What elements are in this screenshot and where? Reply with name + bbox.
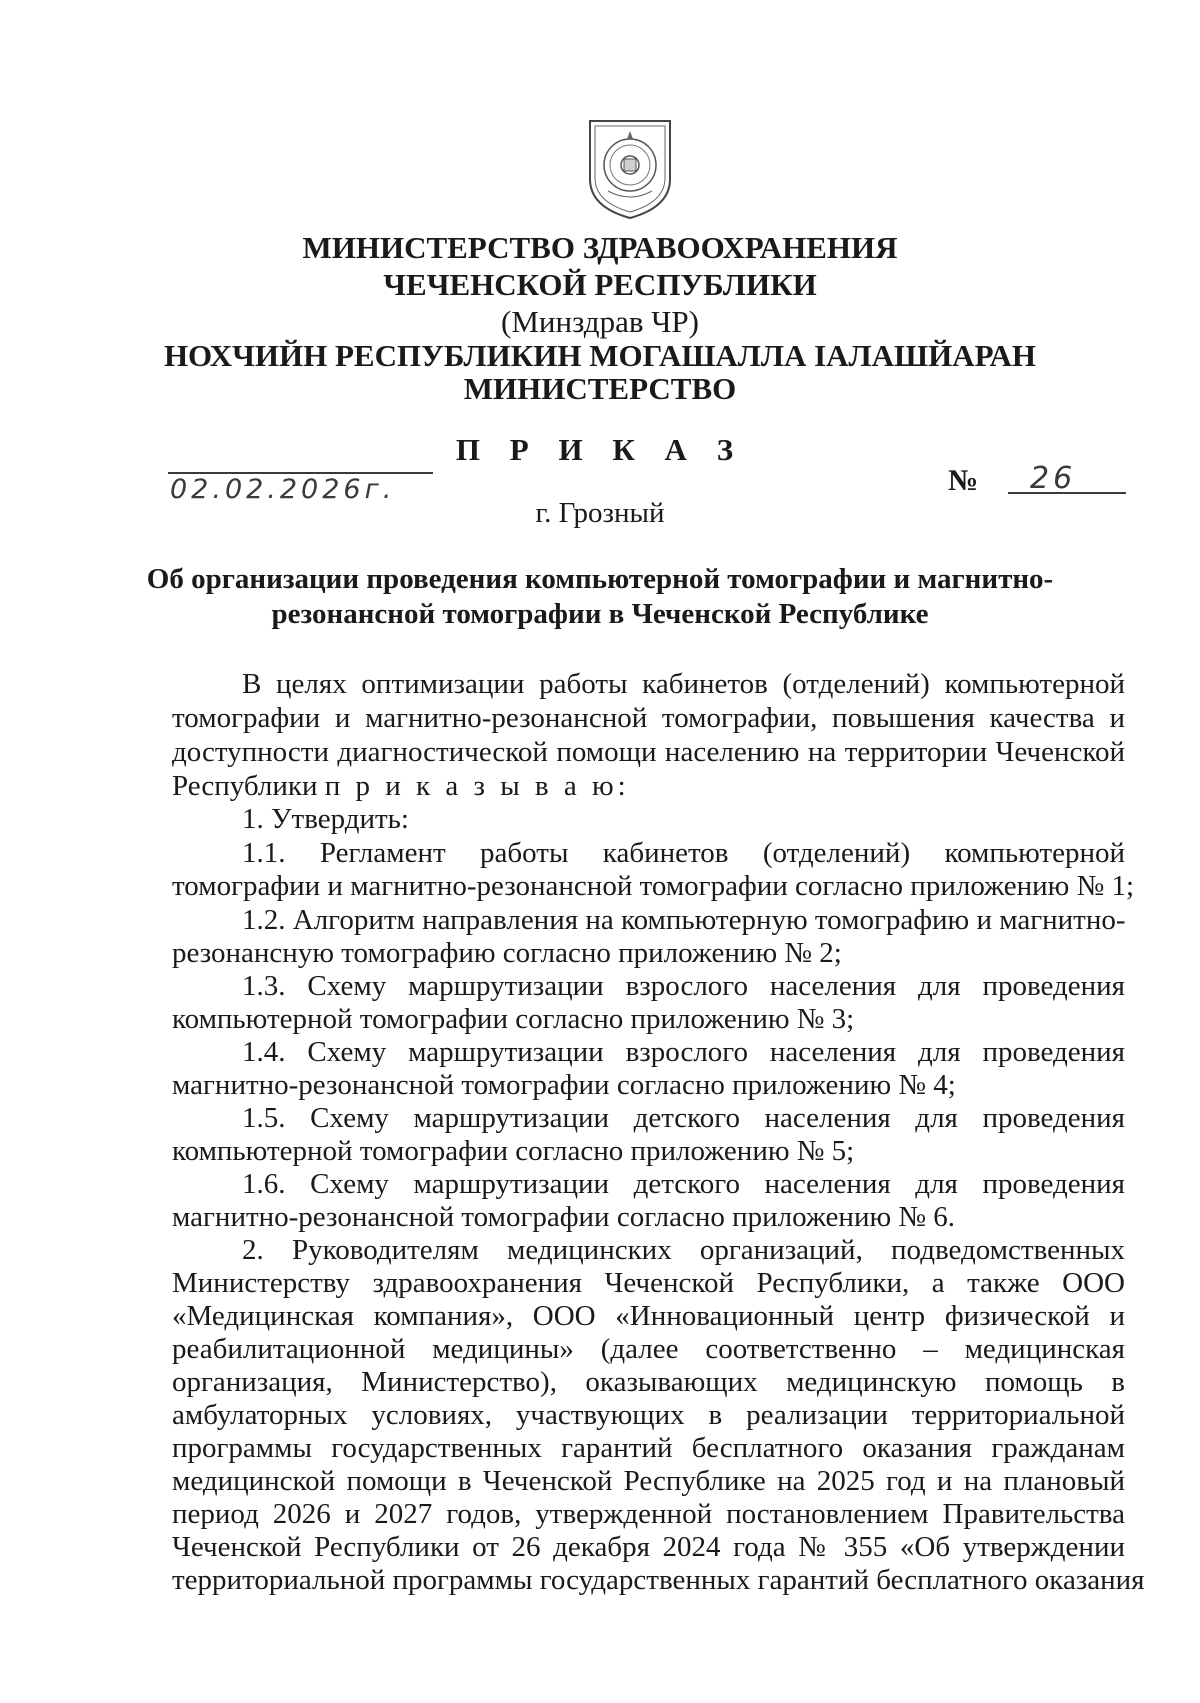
item-1-4-line: 1.4. Схему маршрутизации взрослого населения для проведения [242,1036,1125,1068]
paragraph-1-line [172,770,1125,803]
ministry-name-line2: ЧЕЧЕНСКОЙ РЕСПУБЛИКИ [383,267,817,302]
document-type-title: П Р И К А З [455,432,745,467]
item-1-6-line: магнитно-резонансной томографии согласно приложению № 6. [172,1201,956,1233]
ministry-name-line1: МИНИСТЕРСТВО ЗДРАВООХРАНЕНИЯ [302,230,898,265]
ministry-name-chechen-line1: НОХЧИЙН РЕСПУБЛИКИН МОГАШАЛЛА IАЛАШЙАРАН [163,338,1037,373]
order-number-handwritten: 26 [1030,461,1077,496]
item-2-line: реабилитационной медицины» (далее соответственно – медицинская [172,1333,1125,1365]
item-2-line: «Медицинская компания», ООО «Инновационный центр физической и [172,1300,1125,1332]
item-2-line: медицинской помощи в Чеченской Республике на 2025 год и на плановый [172,1465,1125,1497]
item-1-5-line: 1.5. Схему маршрутизации детского населения для проведения [242,1102,1125,1134]
item-1-4-line: магнитно-резонансной томографии согласно приложению № 4; [172,1069,956,1101]
item-1-6-line: 1.6. Схему маршрутизации детского населения для проведения [242,1168,1125,1200]
item-1-3-line: компьютерной томографии согласно приложению № 3; [172,1003,855,1035]
ministry-name-chechen-line2: МИНИСТЕРСТВО [463,371,737,406]
paragraph-1-line: В целях оптимизации работы кабинетов (отделений) компьютерной [242,668,1125,700]
item-1-2-line: 1.2. Алгоритм направления на компьютерную томографию и магнитно- [242,904,1126,936]
order-city: г. Грозный [535,497,665,529]
item-1-2-line: резонансную томографию согласно приложению № 2; [172,937,842,969]
order-subject-line1: Об организации проведения компьютерной томографии и магнитно- [146,563,1054,595]
number-sign: № [948,464,979,497]
item-2-line: Чеченской Республики от 26 декабря 2024 года № 355 «Об утверждении [172,1531,1125,1563]
coat-of-arms-emblem-icon [586,117,674,221]
item-2-line: территориальной программы государственных гарантий бесплатного оказания [172,1564,1145,1596]
item-1-1-line: томографии и магнитно-резонансной томографии согласно приложению № 1; [172,870,1135,902]
paragraph-1-line: доступности диагностической помощи населению на территории Чеченской [172,736,1125,768]
item-1-3-line: 1.3. Схему маршрутизации взрослого населения для проведения [242,970,1125,1002]
order-subject-line2: резонансной томографии в Чеченской Республике [271,598,929,630]
order-date-handwritten: 02.02.2026г. [170,474,396,505]
item-2-line: программы государственных гарантий бесплатного оказания гражданам [172,1432,1125,1464]
item-1: 1. Утвердить: [242,803,409,835]
paragraph-1-text: Республики [172,770,318,802]
item-1-5-line: компьютерной томографии согласно приложению № 5; [172,1135,855,1167]
item-2-line: Министерству здравоохранения Чеченской Республики, а также ООО [172,1267,1125,1299]
order-directive-word: п р и к а з ы в а ю: [324,770,630,802]
paragraph-1-line: томографии и магнитно-резонансной томографии, повышения качества и [172,702,1125,734]
item-2-line: амбулаторных условиях, участвующих в реализации территориальной [172,1399,1125,1431]
item-2-line: организация, Министерство), оказывающих медицинскую помощь в [172,1366,1125,1398]
ministry-abbreviation: (Минздрав ЧР) [501,304,699,339]
item-2-line: период 2026 и 2027 годов, утвержденной постановлением Правительства [172,1498,1125,1530]
item-2-line: 2. Руководителям медицинских организаций, подведомственных [242,1234,1125,1266]
item-1-1-line: 1.1. Регламент работы кабинетов (отделений) компьютерной [242,837,1125,869]
